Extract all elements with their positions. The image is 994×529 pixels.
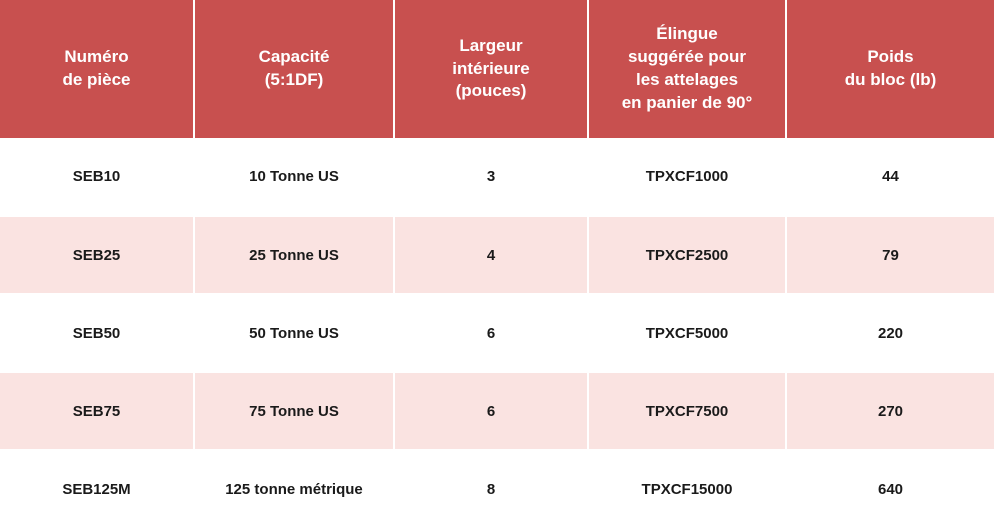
header-line: de pièce	[62, 70, 131, 89]
header-line: Poids	[867, 47, 914, 67]
cell-inside-width: 6	[394, 294, 588, 372]
cell-part-number: SEB50	[0, 294, 194, 372]
table-row	[0, 372, 994, 450]
header-line: (pouces)	[455, 81, 527, 101]
header-line: Élingue	[656, 24, 718, 44]
cell-capacity: 25 Tonne US	[194, 216, 394, 294]
header-line: intérieure	[452, 58, 530, 78]
cell-inside-width: 8	[394, 450, 588, 528]
cell-block-weight: 79	[786, 216, 994, 294]
cell-suggested-sling: TPXCF5000	[588, 294, 786, 372]
column-header-inside-width	[394, 0, 588, 138]
cell-capacity: 125 tonne métrique	[194, 450, 394, 528]
header-row	[0, 0, 994, 138]
table-row	[0, 450, 994, 528]
table-row	[0, 138, 994, 216]
cell-part-number: SEB10	[0, 138, 194, 216]
cell-block-weight: 640	[786, 450, 994, 528]
cell-capacity: 50 Tonne US	[194, 294, 394, 372]
header-line: suggérée pour	[627, 47, 747, 67]
header-line: les attelages	[635, 70, 739, 89]
table-row	[0, 294, 994, 372]
cell-capacity: 10 Tonne US	[194, 138, 394, 216]
cell-suggested-sling: TPXCF7500	[588, 372, 786, 450]
header-line: (5:1DF)	[264, 70, 324, 89]
cell-inside-width: 4	[394, 216, 588, 294]
cell-capacity: 75 Tonne US	[194, 372, 394, 450]
header-line: Largeur	[459, 35, 523, 55]
cell-suggested-sling: TPXCF15000	[588, 450, 786, 528]
table-header	[0, 0, 994, 138]
cell-inside-width: 6	[394, 372, 588, 450]
cell-suggested-sling: TPXCF2500	[588, 216, 786, 294]
column-header-part-number	[0, 0, 194, 138]
column-header-block-weight	[786, 0, 994, 138]
cell-inside-width: 3	[394, 138, 588, 216]
cell-block-weight: 270	[786, 372, 994, 450]
cell-block-weight: 220	[786, 294, 994, 372]
header-line: Capacité	[258, 47, 330, 67]
header-line: en panier de 90°	[621, 92, 753, 112]
cell-suggested-sling: TPXCF1000	[588, 138, 786, 216]
cell-block-weight: 44	[786, 138, 994, 216]
cell-part-number: SEB75	[0, 372, 194, 450]
column-header-suggested-sling	[588, 0, 786, 138]
column-header-capacity	[194, 0, 394, 138]
cell-part-number: SEB125M	[0, 450, 194, 528]
header-line: du bloc (lb)	[844, 70, 937, 89]
table-row	[0, 216, 994, 294]
cell-part-number: SEB25	[0, 216, 194, 294]
header-line: Numéro	[64, 47, 129, 67]
table-body	[0, 138, 994, 528]
